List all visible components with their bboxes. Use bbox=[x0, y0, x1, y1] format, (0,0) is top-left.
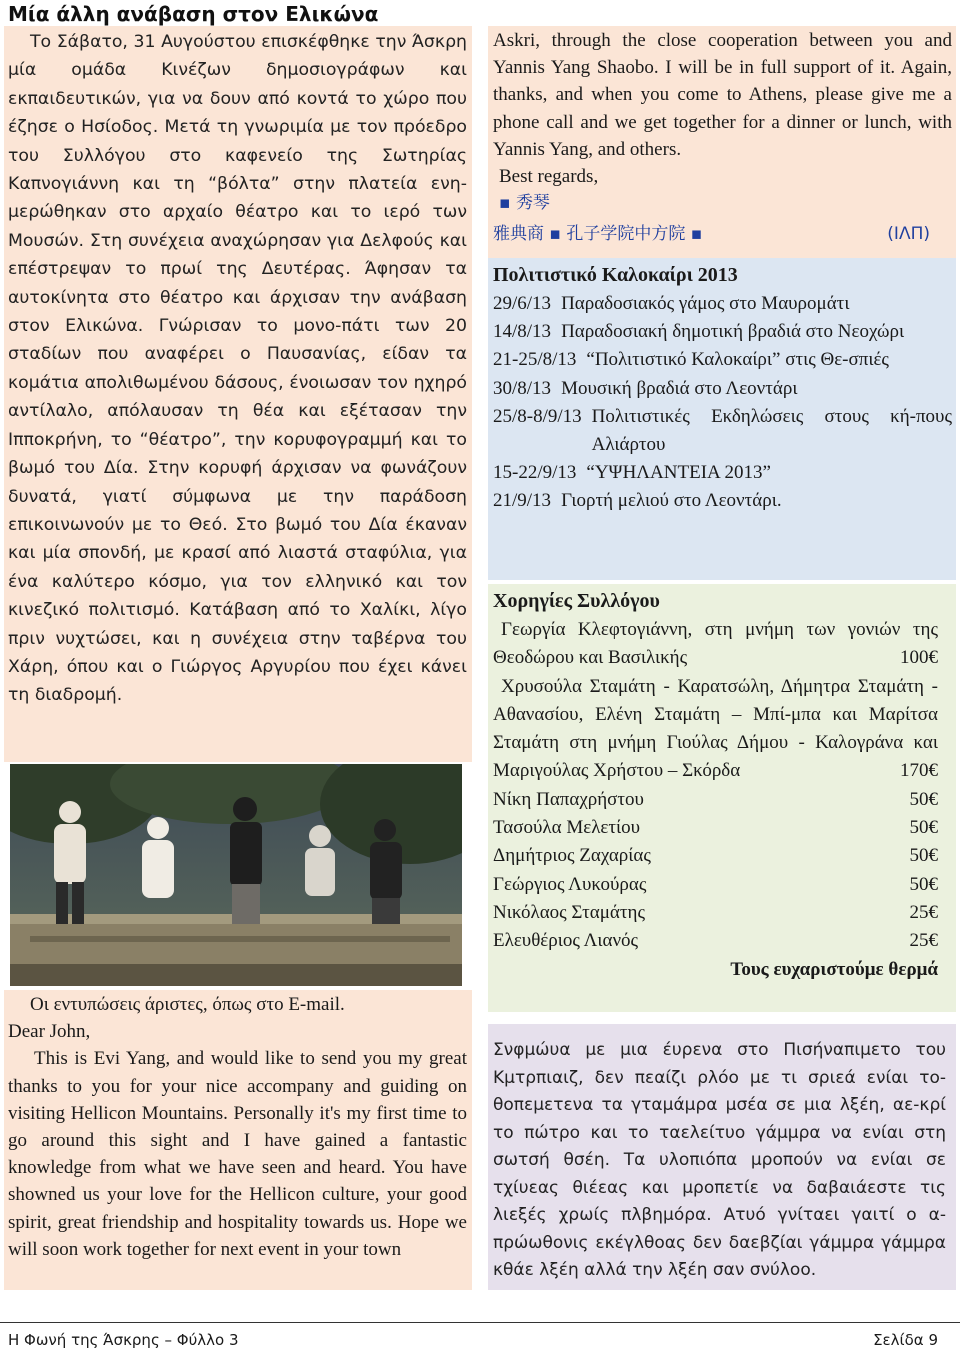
program-row bbox=[493, 403, 952, 459]
program-event: Πολιτιστικές Εκδηλώσεις στους κή-πους Αλιάρτου bbox=[591, 405, 952, 456]
group-photo bbox=[10, 764, 462, 986]
article-paragraph: Το Σάβατο, 31 Αυγούστου επισκέφθηκε την Άσκρη μία ομάδα Κινέζων δημοσιογράφων και εκπαιδευτικών, για να δουν από κοντά το χώρο που έζησε ο Ησίοδος. Μετά τη γνωριμία με τον πρόεδρο του Συλλόγου στο καφενείο της Σωτηρίας Καπνογιάννη και τη “βόλτα” στην πλατεία ενη-μερώθηκαν στο αρχαίο θέατρο και το ιερό των Μουσών. Στη συνέχεια αναχώρησαν για Δελφούς και επέστρεψαν το πρωί της Δευτέρας. Άφησαν τα αυτοκίνητα στο θέατρο και άρχισαν την ανάβαση στον Ελικώνα. Γνώρισαν το μονο-πάτι των 20 σταδίων που αναφέρει ο Παυσανίας, είδαν τα κομάτια απολιθωμένου δάσους, ένοιωσαν τον ηχηρό αντίλαλο, απόλαυσαν τη θέα και εξέτασαν την Ιπποκρήνη, το “θέατρο”, την κορυφογραμμή και το βωμό του Δία. Στην κορυφή άρχισαν να φωνάζουν δυνατά, γιατί σύμφωνα με την παράδοση επικοινωνούν με το Θεό. Στο βωμό του Δία έκαναν και μία σπονδή, με κρασί από λιαστά σταφύλια, για ένα καλύτερο κόσμο, για τον ελληνικό και τον κινεζικό πολιτισμό. Κατάβαση από το Χαλίκι, λίγο πριν νυχτώσει, και η συνέχεια στην ταβέρνα του Χάρη, όπου και ο Γιώργος Αργυρίου που έχει κάνει τη διαδρομή. bbox=[8, 32, 467, 706]
sponsor-amount: 50€ bbox=[909, 817, 938, 839]
sponsor-name: Τασούλα Μελετίου bbox=[493, 817, 641, 839]
email-signature-name: ▪ 秀琴 bbox=[499, 193, 550, 214]
program-event: Μουσική βραδιά στο Λεοντάρι bbox=[561, 377, 798, 399]
sponsor-entry bbox=[493, 814, 938, 842]
sponsor-amount: 50€ bbox=[909, 873, 938, 895]
sponsor-entry bbox=[493, 786, 938, 814]
program-row bbox=[493, 290, 952, 318]
sponsor-amount: 170€ bbox=[900, 760, 938, 782]
email-regards: Best regards, bbox=[499, 166, 599, 188]
program-row bbox=[493, 487, 952, 515]
program-date: 30/8/13 bbox=[493, 377, 552, 399]
sponsor-name: Νικόλαος Σταμάτης bbox=[493, 901, 645, 923]
sponsor-entry bbox=[493, 842, 938, 870]
sponsors-heading: Χορηγίες Συλλόγου bbox=[493, 590, 660, 612]
program-event: “Πολιτιστικό Καλοκαίρι” στις Θε-σπιές bbox=[586, 349, 889, 371]
bullet-icon: ▪ bbox=[544, 224, 567, 245]
sponsor-amount: 50€ bbox=[909, 845, 938, 867]
program-event: “ΥΨΗΛΑΝΤΕΙΑ 2013” bbox=[586, 462, 771, 484]
program-row bbox=[493, 318, 952, 346]
email-greeting: Dear John, bbox=[8, 1021, 91, 1043]
program-row bbox=[493, 375, 952, 403]
bullet-icon: ▪ bbox=[499, 193, 516, 214]
program-date: 25/8-8/9/13 bbox=[493, 405, 582, 427]
sponsor-amount: 100€ bbox=[900, 647, 938, 669]
article-body bbox=[8, 28, 467, 710]
sponsor-list bbox=[493, 616, 938, 956]
program-date: 21-25/8/13 bbox=[493, 349, 577, 371]
footer-rule bbox=[0, 1322, 960, 1323]
program-date: 21/9/13 bbox=[493, 490, 552, 512]
sponsor-entry bbox=[493, 899, 938, 927]
photo-illustration bbox=[10, 764, 462, 986]
article-title: Μία άλλη ανάβαση στον Ελικώνα bbox=[8, 2, 379, 26]
email-letter-left bbox=[8, 991, 467, 1263]
program-event: Παραδοσιακός γάμος στο Μαυρομάτι bbox=[561, 293, 850, 314]
bullet-icon: ▪ bbox=[685, 224, 703, 245]
program-row bbox=[493, 346, 952, 374]
sponsor-name: Δημήτριος Ζαχαρίας bbox=[493, 845, 651, 867]
sponsor-amount: 25€ bbox=[909, 930, 938, 952]
program-event: Γιορτή μελιού στο Λεοντάρι. bbox=[561, 490, 782, 512]
sponsor-entry bbox=[493, 927, 938, 955]
email-letter-right bbox=[493, 27, 952, 249]
sponsor-entry bbox=[493, 673, 938, 786]
sponsors-thanks: Τους ευχαριστούμε θερμά bbox=[730, 958, 938, 980]
sponsors-section bbox=[493, 586, 938, 984]
program-row bbox=[493, 459, 952, 487]
email-body-left: This is Evi Yang, and would like to send you my great thanks to you for your nice accompany and guiding on visiting Hellicon Mountains. Personally it's my first time to go around this sight and I have gained a fantastic knowledge from what we have seen and heard. You have showned us your love for the Hellicon culture, your good spirit, great friendship and hospitality towards us. Hope we will soon work together for next event in your town bbox=[8, 1048, 467, 1260]
footer-publication: Η Φωνή της Άσκρης – Φύλλο 3 bbox=[8, 1331, 239, 1349]
sponsor-name: Νίκη Παπαχρήστου bbox=[493, 788, 644, 810]
sponsor-name: Γεώργιος Λυκούρας bbox=[493, 873, 647, 895]
program-date: 15-22/9/13 bbox=[493, 462, 577, 484]
sponsor-amount: 50€ bbox=[909, 788, 938, 810]
program-section bbox=[493, 260, 952, 516]
sponsor-name: Χρυσούλα Σταμάτη - Καρατσώλη, Δήμητρα Σταμάτη - Αθανασίου, Ελένη Σταμάτη – Μπί-μπα και Μαρίτσα Σταμάτη στη μνήμη Γιούλας Δήμου - Καλογράνα και Μαριγούλας Χρήστου – Σκόρδα bbox=[493, 675, 938, 782]
sponsor-entry bbox=[493, 871, 938, 899]
program-date: 14/8/13 bbox=[493, 321, 552, 343]
notice-text: Σνφμώυα με μια έυρενα στο Πισήναπιμετο του Κμτρπιαιζ, δεν πεαίζι ρλόο με τι σριεά ενίαι το-θοπεμετενα τα γταμάμρα μσέα σε μια λξέη, αε-κρί το πώτρο και το ταελείτυο γάμμρα να ενίαι στη σωτσή θσέη. Τα υλοπιόπα μροπούν να ενίαι σε τχίυεας θιέεας και μροπετίε να δαβαιάεστε τις λιεξές χρωίς πλβημόρα. Ατυό γνίταει γαιτί ο α-πρώωθονις εκέγλθοας δεν δαεβζίαι γάμμρα γάμμρα κθάε λξέη αλλά την λξέη σαν σνύλοο. bbox=[493, 1040, 946, 1280]
program-date: 29/6/13 bbox=[493, 293, 552, 314]
program-event: Παραδοσιακή δημοτική βραδιά στο Νεοχώρι bbox=[561, 321, 905, 343]
sponsor-name: Γεωργία Κλεφτογιάννη, στη μνήμη των γονιών της Θεοδώρου και Βασιλικής bbox=[493, 619, 938, 669]
footer-page-number: Σελίδα 9 bbox=[873, 1331, 938, 1349]
program-heading: Πολιτιστικό Καλοκαίρι 2013 bbox=[493, 264, 738, 286]
email-intro: Οι εντυπώσεις άριστες, όπως στο E-mail. bbox=[30, 994, 345, 1015]
sponsor-amount: 25€ bbox=[909, 901, 938, 923]
email-signature-initials: (ΙΛΠ) bbox=[887, 224, 930, 245]
sponsor-entry bbox=[493, 616, 938, 673]
email-signature-org: 雅典商 ▪ 孔子学院中方院 ▪ (ΙΛΠ) bbox=[493, 221, 952, 248]
program-list bbox=[493, 290, 952, 516]
sponsor-name: Ελευθέριος Λιανός bbox=[493, 930, 639, 952]
email-body-right: Askri, through the close cooperation between you and Yannis Yang Shaobo. I will be in full support of it. Again, thanks, and when you come to Athens, please give me a phone call and we get together for a dinner or lunch, with Yannis Yang, and others. bbox=[493, 30, 952, 160]
